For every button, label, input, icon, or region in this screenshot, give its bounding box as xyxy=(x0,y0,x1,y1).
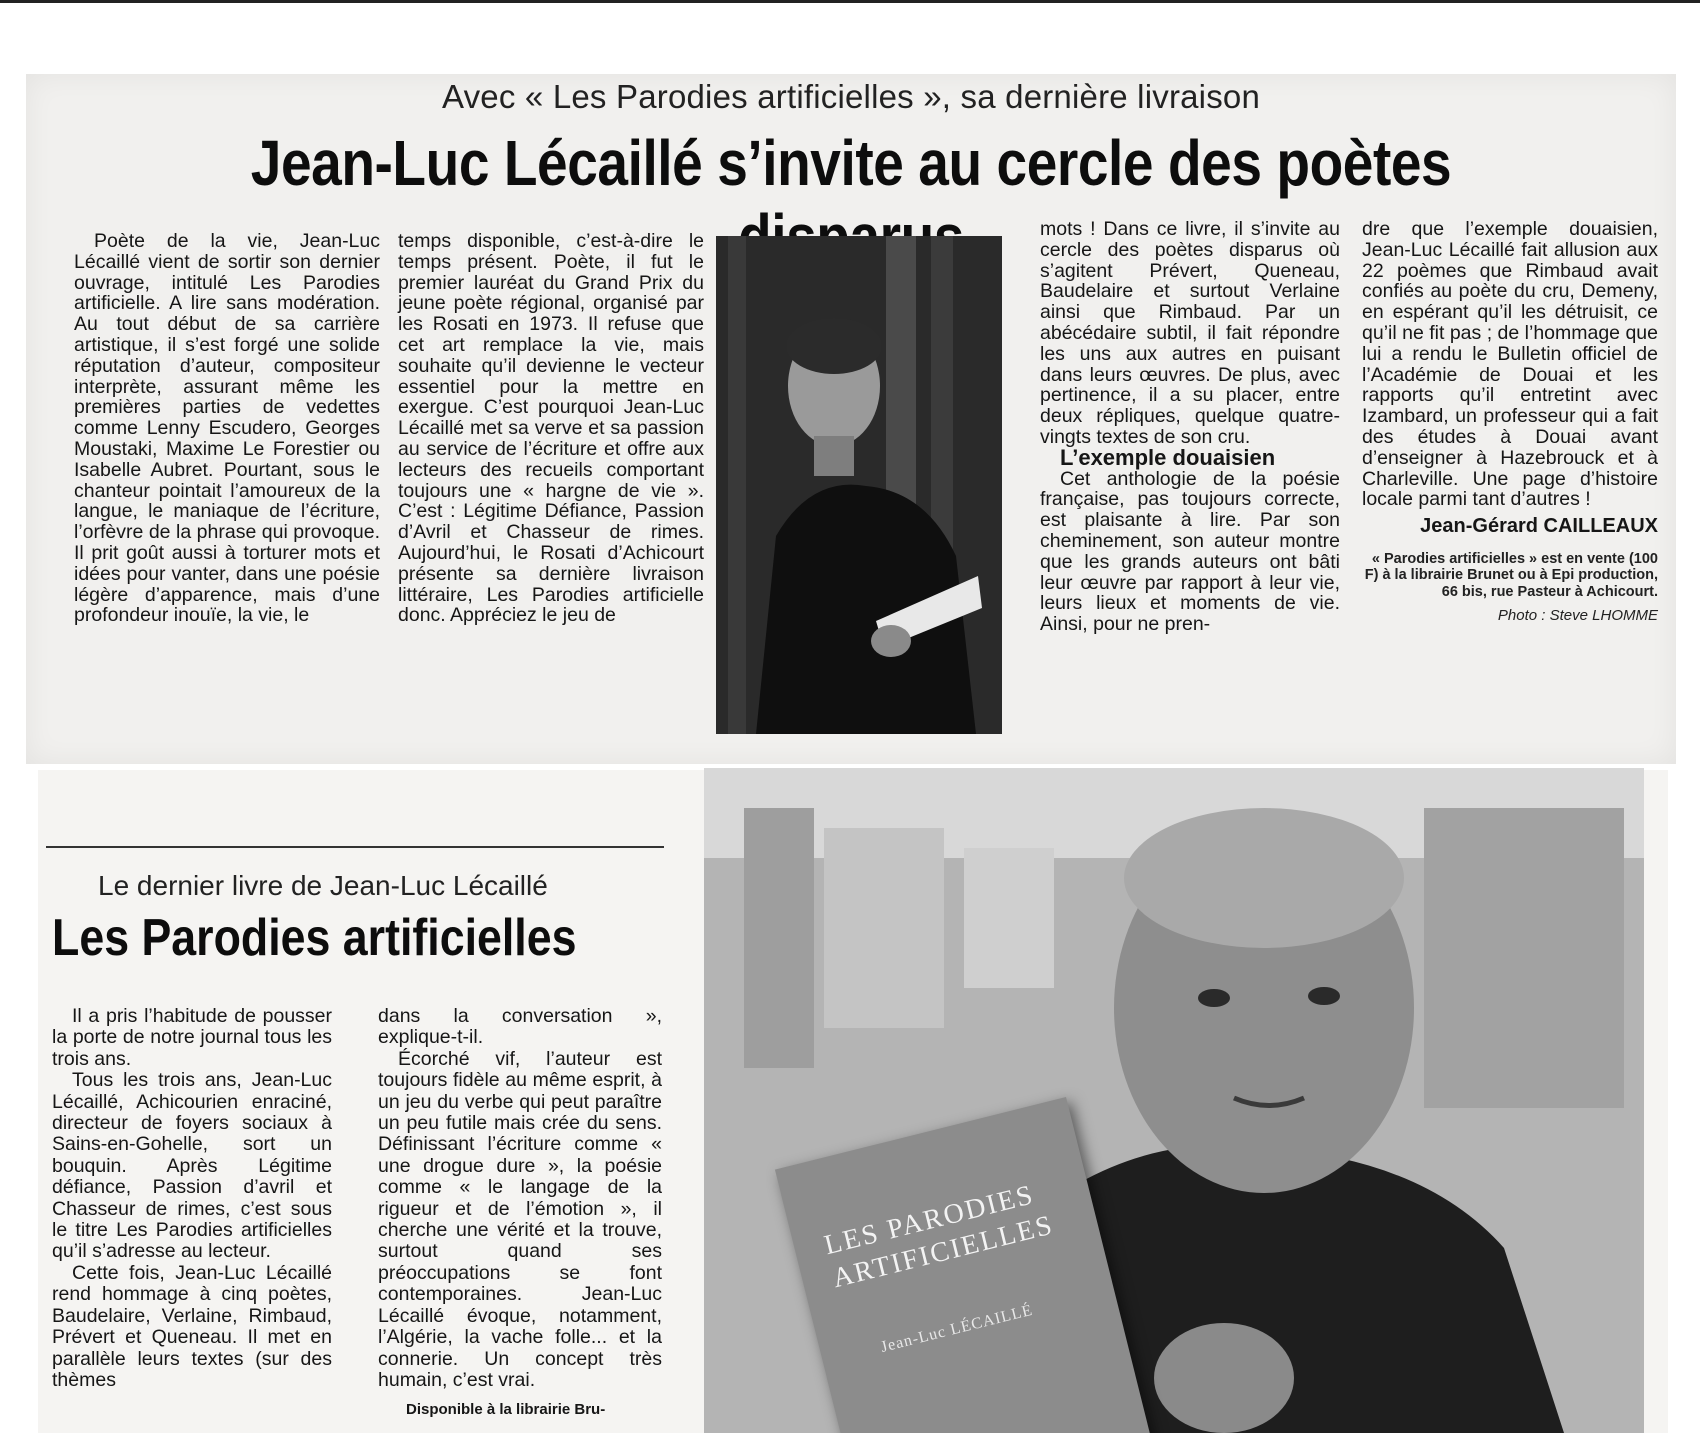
article2-col1-paragraph-1: Il a pris l’habitude de pousser la porte de notre journal tous les trois ans. xyxy=(52,1005,332,1070)
article1-col1-paragraph: Poète de la vie, Jean-Luc Lécaillé vient de sortir son dernier ouvrage, intitulé Les Parodies artificielle. A lire sans modération. Au tout début de sa carrière artistique, il s’est forgé une solide réputation d’auteur, compositeur interprète, assurant même les premières parties de vedettes comme Lenny Escudero, Georges Moustaki, Maxime Le Forestier ou Isabelle Aubret. Pourtant, sous le chanteur pointait l’amoureux de la langue, le maniaque de l’écriture, l’orfèvre de la phrase qui provoque. Il prit goût aussi à torturer mots et idées pour vanter, dans une poésie légère d’apparence, mais d’une profondeur inouïe, la vie, le xyxy=(74,230,380,627)
article2-col1-paragraph-2: Tous les trois ans, Jean-Luc Lécaillé, Achicourien enraciné, directeur de foyers sociaux à Sains-en-Gohelle, sort un bouquin. Après Légitime défiance, Passion d’avril et Chasseur de rimes, c’est sous le titre Les Parodies artificielles qu’il s’adresse au lecteur. xyxy=(52,1069,332,1263)
article1-column-4 xyxy=(1362,219,1658,627)
article1-col3b-paragraph: Cet anthologie de la poésie française, pas toujours correcte, est plaisante à lire. Par son cheminement, son auteur montre que les grands auteurs ont bâti leur œuvre par rapport à leur vie, leurs lieux et moments de vie. Ainsi, pour ne pren- xyxy=(1040,467,1340,636)
article1-photo-credit: Photo : Steve LHOMME xyxy=(1497,607,1658,625)
article1-subhead: L’exemple douaisien xyxy=(1060,444,1276,470)
article1-kicker: Avec « Les Parodies artificielles », sa dernière livraison xyxy=(441,78,1261,115)
top-border xyxy=(0,0,1700,3)
article1-column-3 xyxy=(1040,219,1340,635)
article2-headline: Les Parodies artificielles xyxy=(52,909,577,967)
author-photo-2 xyxy=(704,768,1644,1433)
article1-column-2 xyxy=(398,231,704,626)
article2-col1-paragraph-3: Cette fois, Jean-Luc Lécaillé rend hommage à cinq poètes, Baudelaire, Verlaine, Rimbaud, Prévert et Queneau. Il met en parallèle leurs textes (sur des thèmes xyxy=(52,1261,332,1391)
article2-column-2 xyxy=(378,1006,662,1421)
article2-col2-paragraph-2: Écorché vif, l’auteur est toujours fidèle au même esprit, à un jeu du verbe qui peut paraître un peu futile mais crée du sens. Définissant l’écriture comme « une drogue dure », la poésie comme « le langage de la rigueur et de l’émotion », il cherche une vérité et la trouve, surtout quand ses préoccupations se font contemporaines. Jean-Luc Lécaillé évoque, notamment, l’Algérie, la vache folle... et la connerie. Un concept très humain, c’est vrai. xyxy=(378,1047,662,1391)
article1-headline: Jean-Luc Lécaillé s’invite au cercle des poètes xyxy=(250,127,1452,199)
article1-col3-paragraph: mots ! Dans ce livre, il s’invite au cercle des poètes disparus où s’agitent Prévert, Queneau, Baudelaire et surtout Verlaine ainsi que Rimbaud. Par un abécédaire subtil, il fait répondre les uns aux autres en puisant dans leurs œuvres. De plus, avec pertinence, il a su placer, entre deux répliques, quelque quatre-vingts textes de son cru. xyxy=(1040,218,1340,448)
article1-col4-paragraph: dre que l’exemple douaisien, Jean-Luc Lécaillé fait allusion aux 22 poèmes que Rimbaud avait confiés au poète du cru, Demeny, en espérant qu’il les détruisit, ce qu’il ne fit pas ; de l’hommage que lui a rendu le Bulletin officiel de l’Académie de Douai et les rapports qu’il entretint avec Izambard, un professeur qui a fait des études à Douai avant d’enseigner à Hazebrouck et à Charleville. Une page d’histoire locale parmi tant d’autres ! xyxy=(1362,218,1658,511)
newspaper-clipping-1 xyxy=(26,74,1676,764)
author-photo-1 xyxy=(716,236,1002,734)
article1-column-1 xyxy=(74,231,380,626)
article2-col2-paragraph-1: dans la conversation », explique-t-il. xyxy=(378,1005,662,1049)
book-cover-title: LES PARODIES ARTIFICIELLES xyxy=(821,1179,1057,1295)
article2-column-1 xyxy=(52,1006,332,1391)
article2-availability: Disponible à la librairie Bru- xyxy=(406,1401,606,1419)
newspaper-clipping-2 xyxy=(38,770,1668,1433)
article2-top-rule xyxy=(46,846,664,848)
article2-kicker: Le dernier livre de Jean-Luc Lécaillé xyxy=(98,870,548,901)
author-photo-1-illustration xyxy=(716,236,1002,734)
article1-col2-paragraph: temps disponible, c’est-à-dire le temps présent. Poète, il fut le premier lauréat du Grand Prix du jeune poète régional, organisé par les Rosati en 1973. Il refuse que cet art remplace la vie, mais souhaite qu’il devienne le vecteur essentiel pour la mettre en exergue. C’est pourquoi Jean-Luc Lécaillé met sa verve et sa passion au service de l’écriture et offre aux lecteurs des recueils comportant toujours une « hargne de vie ». C’est : Légitime Défiance, Passion d’Avril et Chasseur de rimes. Aujourd’hui, le Rosati d’Achicourt présente sa dernière livraison littéraire, Les Parodies artificielle donc. Appréciez le jeu de xyxy=(398,230,704,627)
book-cover-author: Jean-Luc LÉCAILLÉ xyxy=(879,1301,1035,1356)
article1-byline: Jean-Gérard CAILLEAUX xyxy=(1420,515,1658,538)
article1-caption: « Parodies artificielles » est en vente (100 F) à la librairie Brunet ou à Epi production, 66 bis, rue Pasteur à Achicourt. xyxy=(1364,550,1658,600)
